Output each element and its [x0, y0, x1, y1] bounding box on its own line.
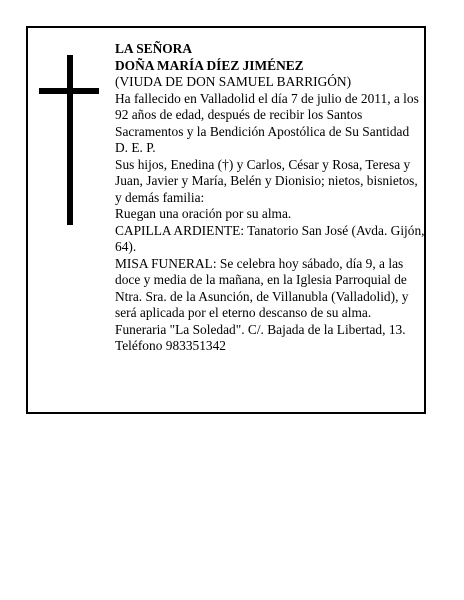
deceased-name: DOÑA MARÍA DÍEZ JIMÉNEZ [115, 57, 304, 73]
family-list: Sus hijos, Enedina (†) y Carlos, César y Rosa, Teresa y Juan, Javier y María, Belén y Dionisio; nietos, bisnietos, y demás familia: [115, 156, 418, 205]
chapel-info: CAPILLA ARDIENTE: Tanatorio San José (Avda. Gijón, 64). [115, 222, 425, 254]
funeral-mass-info: MISA FUNERAL: Se celebra hoy sábado, día 9, a las doce y media de la mañana, en la Iglesia Parroquial de Ntra. Sra. de la Asunción, de Villanubla (Valladolid), y será aplicada por el eterno descanso de su alma. [115, 255, 409, 320]
funeral-home-info: Funeraria "La Soledad". C/. Bajada de la Libertad, 13. Teléfono 983351342 [115, 321, 406, 353]
obituary-text [115, 41, 425, 355]
obituary-notice [26, 26, 426, 414]
latin-cross-icon [39, 55, 99, 225]
cross-horizontal-bar [39, 88, 99, 94]
notice-title: LA SEÑORA [115, 41, 193, 56]
cross-vertical-bar [67, 55, 73, 225]
widow-of-line: (VIUDA DE DON SAMUEL BARRIGÓN) [115, 74, 352, 89]
prayer-request: Ruegan una oración por su alma. [115, 206, 292, 221]
death-announcement: Ha fallecido en Valladolid el día 7 de julio de 2011, a los 92 años de edad, después de recibir los Santos Sacramentos y la Bendición Apostólica de Su Santidad D. E. P. [115, 90, 419, 155]
